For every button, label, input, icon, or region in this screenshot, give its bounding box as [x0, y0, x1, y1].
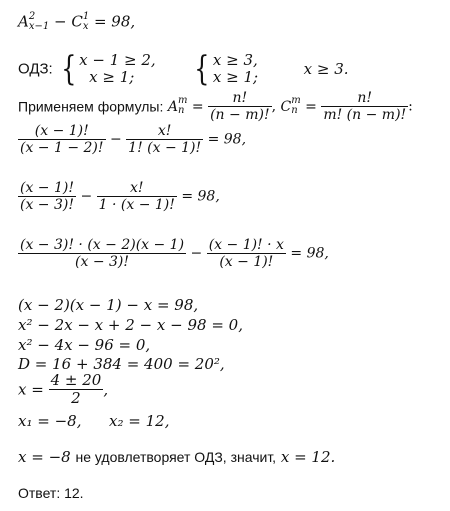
- fraction: $\frac{(x - 1)!}{(x - 1 - 2)!}$: [20, 123, 104, 157]
- answer-line: Ответ: 12.: [18, 485, 84, 501]
- brace-icon: {: [194, 49, 210, 90]
- formula-c-fraction: $\frac{n!}{m! (n - m)!}$: [323, 90, 407, 124]
- root-1: x₁ = −8,: [18, 412, 82, 430]
- root-2: x₂ = 12,: [109, 412, 170, 430]
- brace-icon: {: [60, 49, 76, 90]
- derivation-line-2: x² − 2x − x + 2 − x − 98 = 0,: [18, 316, 243, 334]
- formulas-line: Применяем формулы: A m n = $\frac{n!}{(n - m)!}$ , C m n = $\frac{n!}{m! (n - m)!}$ :: [18, 90, 413, 124]
- odz-label: ОДЗ:: [18, 60, 53, 78]
- step-3-equation: $\frac{(x - 3)! \cdot (x - 2)(x - 1)}{(x - 3)!}$ − $\frac{(x - 1)! \cdot x}{(x - 1)!}$ = 98,: [20, 237, 329, 271]
- fraction: $\frac{x!}{1! (x - 1)!}$: [128, 123, 202, 157]
- fraction: $\frac{x!}{1 \cdot (x - 1)!}$: [98, 180, 175, 214]
- arrangement-equation: A 2 x−1 − C 1 x = 98,: [18, 11, 136, 32]
- derivation-line-3: x² − 4x − 96 = 0,: [18, 336, 151, 354]
- discriminant-line: D = 16 + 384 = 400 = 20²,: [18, 355, 225, 373]
- odz-system-1: x − 1 ≥ 2, x ≥ 1;: [79, 51, 156, 87]
- step-2-equation: $\frac{(x - 1)!}{(x - 3)!}$ − $\frac{x!}{1 \cdot (x - 1)!}$ = 98,: [20, 180, 220, 214]
- fraction: $\frac{(x - 3)! \cdot (x - 2)(x - 1)}{(x - 3)!}$: [20, 237, 185, 271]
- roots-line: [18, 414, 169, 429]
- odz-system-2: x ≥ 3, x ≥ 1;: [212, 51, 259, 87]
- derivation-line-1: (x − 2)(x − 1) − x = 98,: [18, 296, 199, 314]
- odz-result: x ≥ 3.: [303, 59, 349, 78]
- formulas-label: Применяем формулы:: [18, 98, 164, 115]
- fraction: $\frac{(x - 1)! \cdot x}{(x - 1)!}$: [208, 237, 284, 271]
- fraction: $\frac{(x - 1)!}{(x - 3)!}$: [20, 180, 74, 214]
- formula-a-fraction: $\frac{n!}{(n - m)!}$: [210, 90, 270, 124]
- roots-formula-line: x = $\frac{4 \pm 20}{2}$ ,: [18, 371, 109, 408]
- step-1-equation: $\frac{(x - 1)!}{(x - 1 - 2)!}$ − $\frac{x!}{1! (x - 1)!}$ = 98,: [20, 123, 247, 157]
- odz-line: [18, 49, 349, 90]
- conclusion-line: x = −8 не удовлетворяет ОДЗ, значит, x = 12.: [18, 448, 336, 466]
- fraction: $\frac{4 \pm 20}{2}$: [50, 371, 102, 408]
